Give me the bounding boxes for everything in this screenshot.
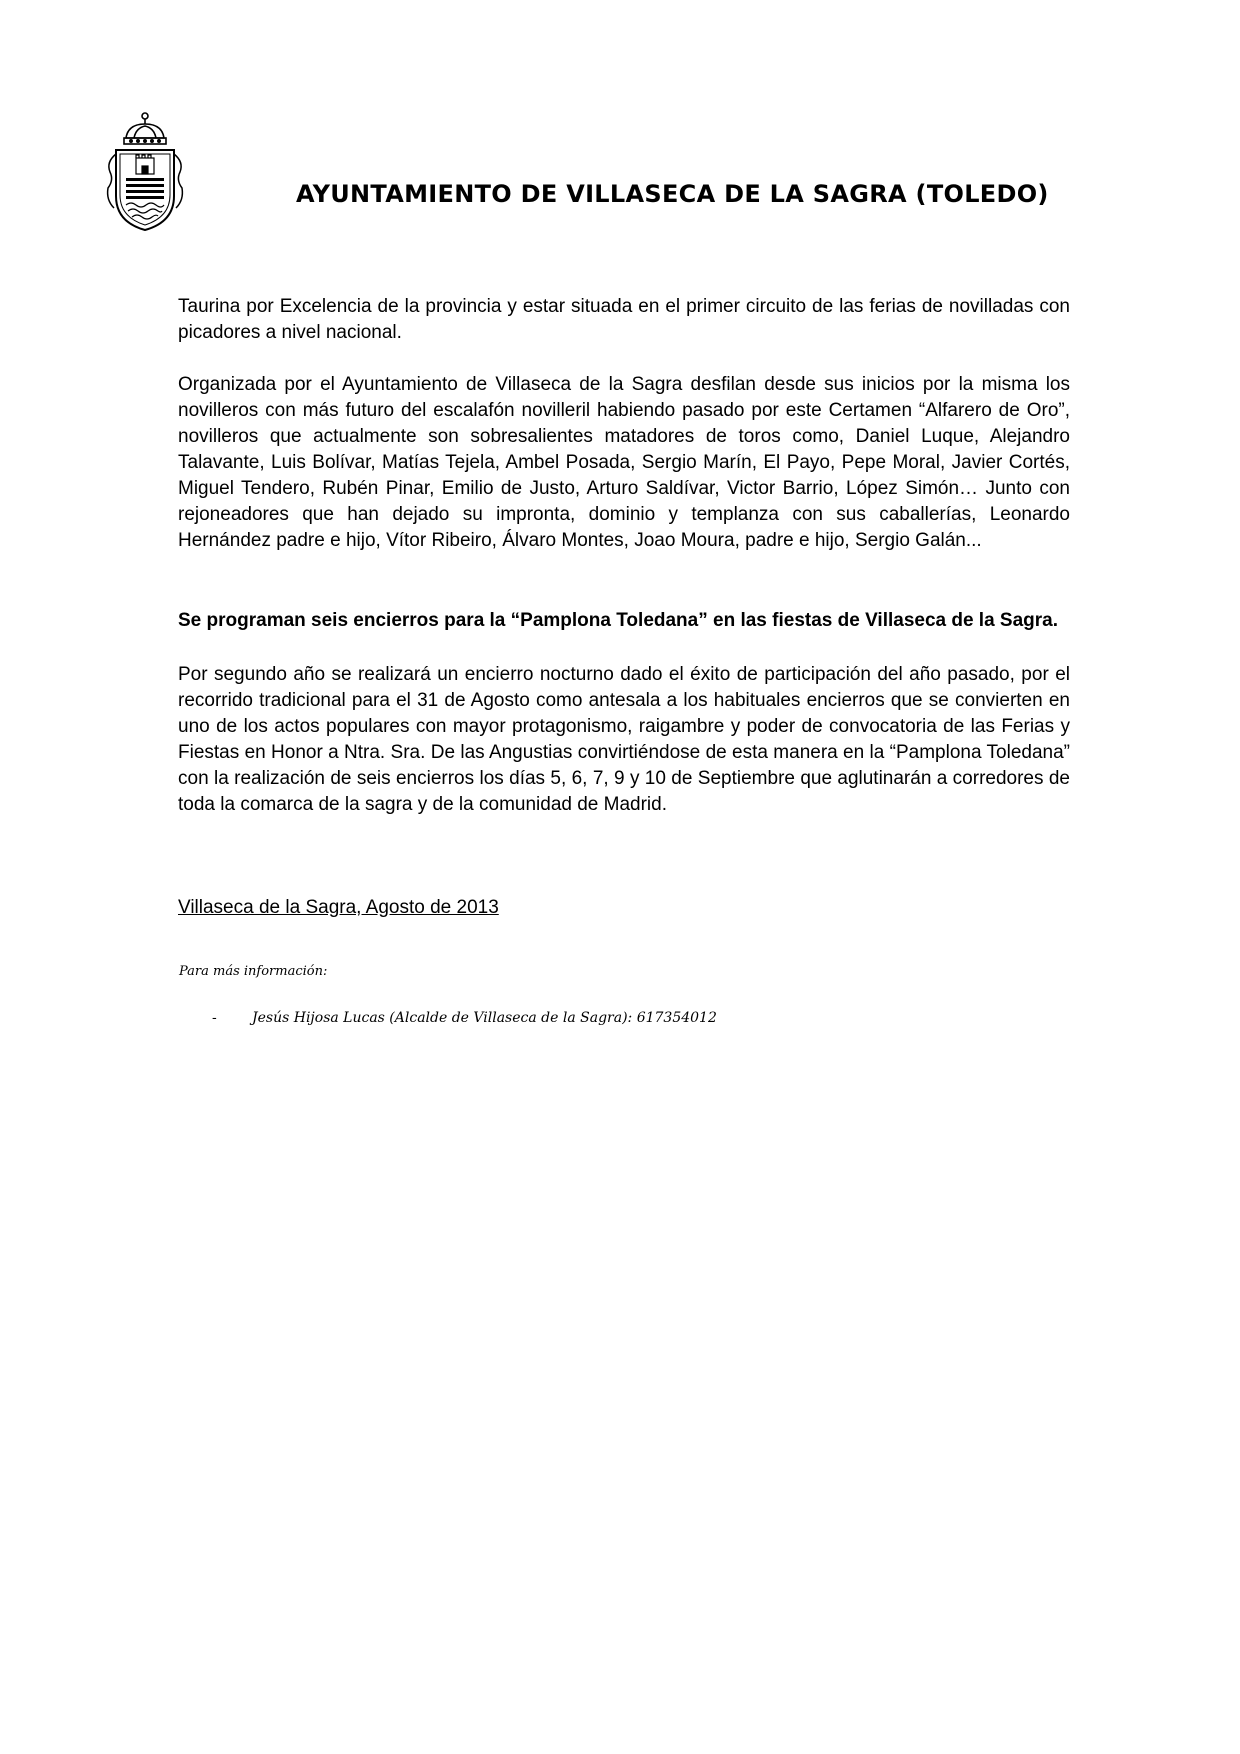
contact-text: Jesús Hijosa Lucas (Alcalde de Villaseca de la Sagra): 617354012 [252, 1010, 717, 1026]
list-bullet: - [212, 1010, 217, 1026]
encierros-paragraph: Por segundo año se realizará un encierro nocturno dado el éxito de participación del año pasado, por el recorrido tradicional para el 31 de Agosto como antesala a los habituales encierros que se convierten en uno de los actos populares con mayor protagonismo, raigambre y poder de convocatoria de las Ferias y Fiestas en Honor a Ntra. Sra. De las Angustias convirtiéndose de esta manera en la “Pamplona Toledana” con la realización de seis encierros los días 5, 6, 7, 9 y 10 de Septiembre que aglutinarán a corredores de toda la comarca de la sagra y de la comunidad de Madrid. [178, 664, 1070, 815]
intro-paragraph: Taurina por Excelencia de la provincia y estar situada en el primer circuito de las ferias de novilladas con picadores a nivel nacional. [178, 296, 1070, 343]
organization-title: AYUNTAMIENTO DE VILLASECA DE LA SAGRA (TOLEDO) [296, 180, 1049, 208]
more-info-label: Para más información: [179, 964, 328, 979]
encierros-headline: Se programan seis encierros para la “Pamplona Toledana” en las fiestas de Villaseca de la Sagra. [178, 610, 1059, 631]
organizers-paragraph: Organizada por el Ayuntamiento de Villaseca de la Sagra desfilan desde sus inicios por la misma los novilleros con más futuro del escalafón novilleril habiendo pasado por este Certamen “Alfarero de Oro”, novilleros que actualmente son sobresalientes matadores de toros como, Daniel Luque, Alejandro Talavante, Luis Bolívar, Matías Tejela, Ambel Posada, Sergio Marín, El Payo, Pepe Moral, Javier Cortés, Miguel Tendero, Rubén Pinar, Emilio de Justo, Arturo Saldívar, Victor Barrio, López Simón… Junto con rejoneadores que han dejado su impronta, dominio y templanza con sus caballerías, Leonardo Hernández padre e hijo, Vítor Ribeiro, Álvaro Montes, Joao Moura, padre e hijo, Sergio Galán... [178, 374, 1070, 551]
place-date-line: Villaseca de la Sagra, Agosto de 2013 [178, 897, 499, 918]
contact-item [212, 1010, 717, 1026]
coat-of-arms-icon [104, 110, 186, 234]
